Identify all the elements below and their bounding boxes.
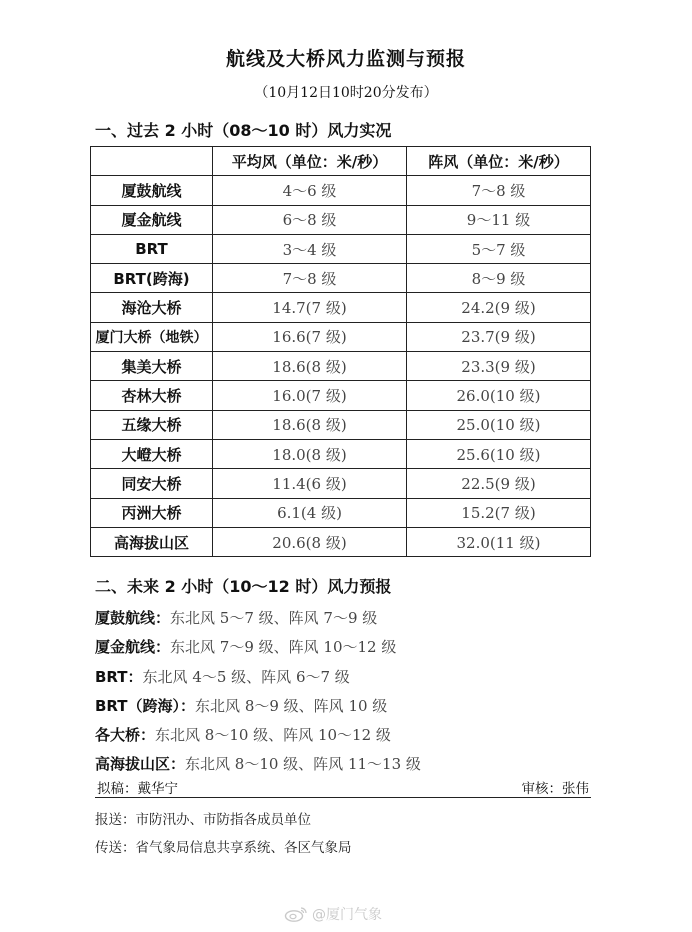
gust-wind: 22.5(9 级)	[407, 469, 591, 498]
forecast-item	[95, 663, 615, 692]
release-time: （10月12日10时20分发布）	[254, 85, 438, 101]
average-wind: 6.1(4 级)	[213, 498, 407, 527]
drafter: 拟稿：戴华宁	[97, 781, 178, 797]
table-row	[91, 293, 591, 322]
table-row	[91, 410, 591, 439]
route-name: BRT(跨海)	[91, 264, 213, 293]
forecast-text: 东北风 8～10 级、阵风 10～12 级	[155, 726, 391, 745]
forecast-text: 东北风 7～9 级、阵风 10～12 级	[170, 638, 397, 657]
forecast-location: 各大桥：	[95, 726, 156, 745]
average-wind: 11.4(6 级)	[213, 469, 407, 498]
route-name: BRT	[91, 234, 213, 263]
reviewer: 审核：张伟	[521, 781, 589, 797]
route-name: 海沧大桥	[91, 293, 213, 322]
gust-wind: 32.0(11 级)	[407, 527, 591, 556]
forecast-text: 东北风 4～5 级、阵风 6～7 级	[142, 667, 350, 686]
section1-heading: 一、过去 2 小时（08～10 时）风力实况	[95, 121, 392, 140]
gust-wind: 8～9 级	[407, 264, 591, 293]
table-row	[91, 527, 591, 556]
watermark-text: @厦门气象	[312, 907, 382, 923]
forecast-list	[95, 604, 615, 780]
route-name: 集美大桥	[91, 352, 213, 381]
forecast-location: 高海拔山区：	[95, 755, 186, 774]
average-wind: 20.6(8 级)	[213, 527, 407, 556]
route-name: 五缘大桥	[91, 410, 213, 439]
forecast-text: 东北风 8～9 级、阵风 10 级	[195, 696, 388, 715]
gust-wind: 23.7(9 级)	[407, 322, 591, 351]
table-row	[91, 469, 591, 498]
average-wind: 18.6(8 级)	[213, 410, 407, 439]
table-row	[91, 205, 591, 234]
gust-wind: 24.2(9 级)	[407, 293, 591, 322]
route-name: 杏林大桥	[91, 381, 213, 410]
forecast-item	[95, 692, 615, 721]
header-gust: 阵风（单位：米/秒）	[407, 147, 591, 176]
gust-wind: 25.0(10 级)	[407, 410, 591, 439]
average-wind: 14.7(7 级)	[213, 293, 407, 322]
forecast-location: BRT（跨海）：	[95, 696, 196, 715]
route-name: 厦鼓航线	[91, 176, 213, 205]
forecast-location: 厦鼓航线：	[95, 609, 171, 627]
route-name: 大嶝大桥	[91, 439, 213, 468]
forecast-text: 东北风 5～7 级、阵风 7～9 级	[170, 609, 378, 627]
table-row	[91, 498, 591, 527]
table-row	[91, 352, 591, 381]
table-row	[91, 176, 591, 205]
forecast-item	[95, 633, 615, 662]
section2-heading: 二、未来 2 小时（10～12 时）风力预报	[95, 577, 392, 596]
copy-to: 传送：省气象局信息共享系统、各区气象局	[95, 840, 352, 856]
watermark	[284, 904, 382, 924]
wind-observation-table	[90, 146, 591, 557]
average-wind: 4～6 级	[213, 176, 407, 205]
average-wind: 18.0(8 级)	[213, 439, 407, 468]
gust-wind: 15.2(7 级)	[407, 498, 591, 527]
route-name: 厦门大桥（地铁）	[91, 322, 213, 351]
weibo-icon	[284, 906, 308, 922]
header-average-wind: 平均风（单位：米/秒）	[213, 147, 407, 176]
route-name: 同安大桥	[91, 469, 213, 498]
forecast-text: 东北风 8～10 级、阵风 11～13 级	[185, 755, 421, 774]
gust-wind: 26.0(10 级)	[407, 381, 591, 410]
forecast-location: 厦金航线：	[95, 638, 171, 657]
average-wind: 18.6(8 级)	[213, 352, 407, 381]
average-wind: 16.0(7 级)	[213, 381, 407, 410]
gust-wind: 23.3(9 级)	[407, 352, 591, 381]
route-name: 厦金航线	[91, 205, 213, 234]
forecast-item	[95, 604, 615, 633]
table-row	[91, 381, 591, 410]
gust-wind: 9～11 级	[407, 205, 591, 234]
forecast-location: BRT：	[95, 667, 143, 686]
gust-wind: 7～8 级	[407, 176, 591, 205]
route-name: 丙洲大桥	[91, 498, 213, 527]
report-to: 报送：市防汛办、市防指各成员单位	[95, 812, 311, 828]
average-wind: 3～4 级	[213, 234, 407, 263]
route-name: 高海拔山区	[91, 527, 213, 556]
header-location	[91, 147, 213, 176]
document-title: 航线及大桥风力监测与预报	[225, 48, 466, 70]
average-wind: 16.6(7 级)	[213, 322, 407, 351]
forecast-item	[95, 721, 615, 750]
table-header-row	[91, 147, 591, 176]
table-row	[91, 234, 591, 263]
table-row	[91, 322, 591, 351]
table-row	[91, 264, 591, 293]
table-row	[91, 439, 591, 468]
signature-row	[95, 775, 591, 798]
average-wind: 7～8 级	[213, 264, 407, 293]
average-wind: 6～8 级	[213, 205, 407, 234]
gust-wind: 25.6(10 级)	[407, 439, 591, 468]
gust-wind: 5～7 级	[407, 234, 591, 263]
